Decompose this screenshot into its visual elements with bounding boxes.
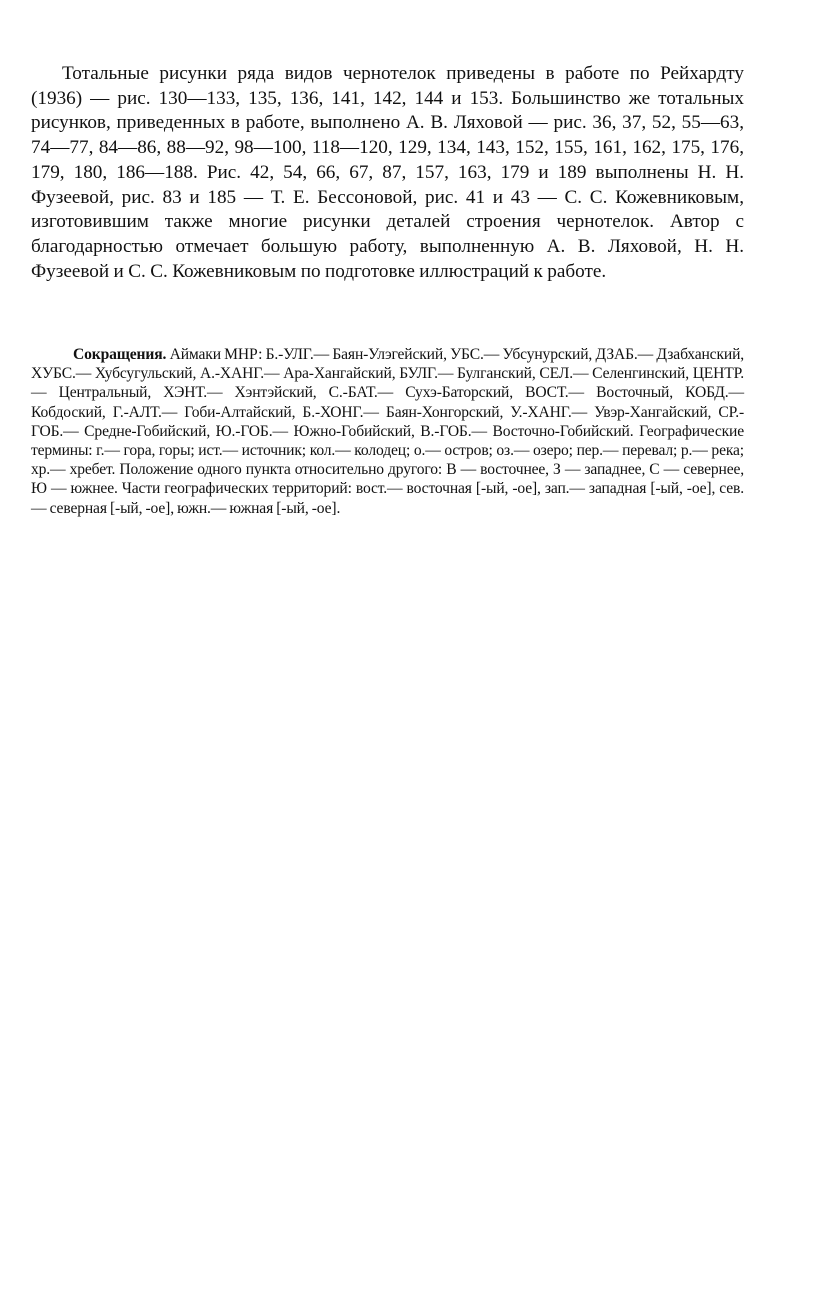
abbreviations-text: Аймаки МНР: Б.-УЛГ.— Баян-Улэгейский, УБС.— Убсунурский, ДЗАБ.— Дзабханский, ХУБС.— Хубсугульский, А.-ХАНГ.— Ара-Хангайский, БУЛГ.— Булганский, СЕЛ.— Селенгинский, ЦЕНТР.— Центральный, ХЭНТ.— Хэнтэйский, С.-БАТ.— Сухэ-Баторский, ВОСТ.— Восточный, КОБД.— Кобдоский, Г.-АЛТ.— Гоби-Алтайский, Б.-ХОНГ.— Баян-Хонгорский, У.-ХАНГ.— Увэр-Хангайский, СР.-ГОБ.— Средне-Гобийский, Ю.-ГОБ.— Южно-Гобийский, В.-ГОБ.— Восточно-Гобийский. Географические термины: г.— гора, горы; ист.— источник; кол.— колодец; о.— остров; оз.— озеро; пер.— перевал; р.— река; хр.— хребет. Положение одного пункта относительно другого: В — восточнее, З — западнее, С — севернее, Ю — южнее. Части географических территорий: вост.— восточная [-ый, -ое], зап.— западная [-ый, -ое], сев.— северная [-ый, -ое], южн.— южная [-ый, -ое]. — [31, 346, 745, 517]
abbreviations-heading: Сокращения. — [73, 346, 167, 363]
abbreviations-paragraph — [31, 345, 744, 518]
illustrations-credits-paragraph: Тотальные рисунки ряда видов чернотелок приведены в работе по Рейхардту (1936) — рис. 130—133, 135, 136, 141, 142, 144 и 153. Большинство же тотальных рисунков, приведенных в работе, выполнено А. В. Ляховой — рис. 36, 37, 52, 55—63, 74—77, 84—86, 88—92, 98—100, 118—120, 129, 134, 143, 152, 155, 161, 162, 175, 176, 179, 180, 186—188. Рис. 42, 54, 66, 67, 87, 157, 163, 179 и 189 выполнены Н. Н. Фузеевой, рис. 83 и 185 — Т. Е. Бессоновой, рис. 41 и 43 — С. С. Кожевниковым, изготовившим также многие рисунки деталей строения чернотелок. Автор с благодарностью отмечает большую работу, выполненную А. В. Ляховой, Н. Н. Фузеевой и С. С. Кожевниковым по подготовке иллюстраций к работе. — [31, 63, 744, 282]
